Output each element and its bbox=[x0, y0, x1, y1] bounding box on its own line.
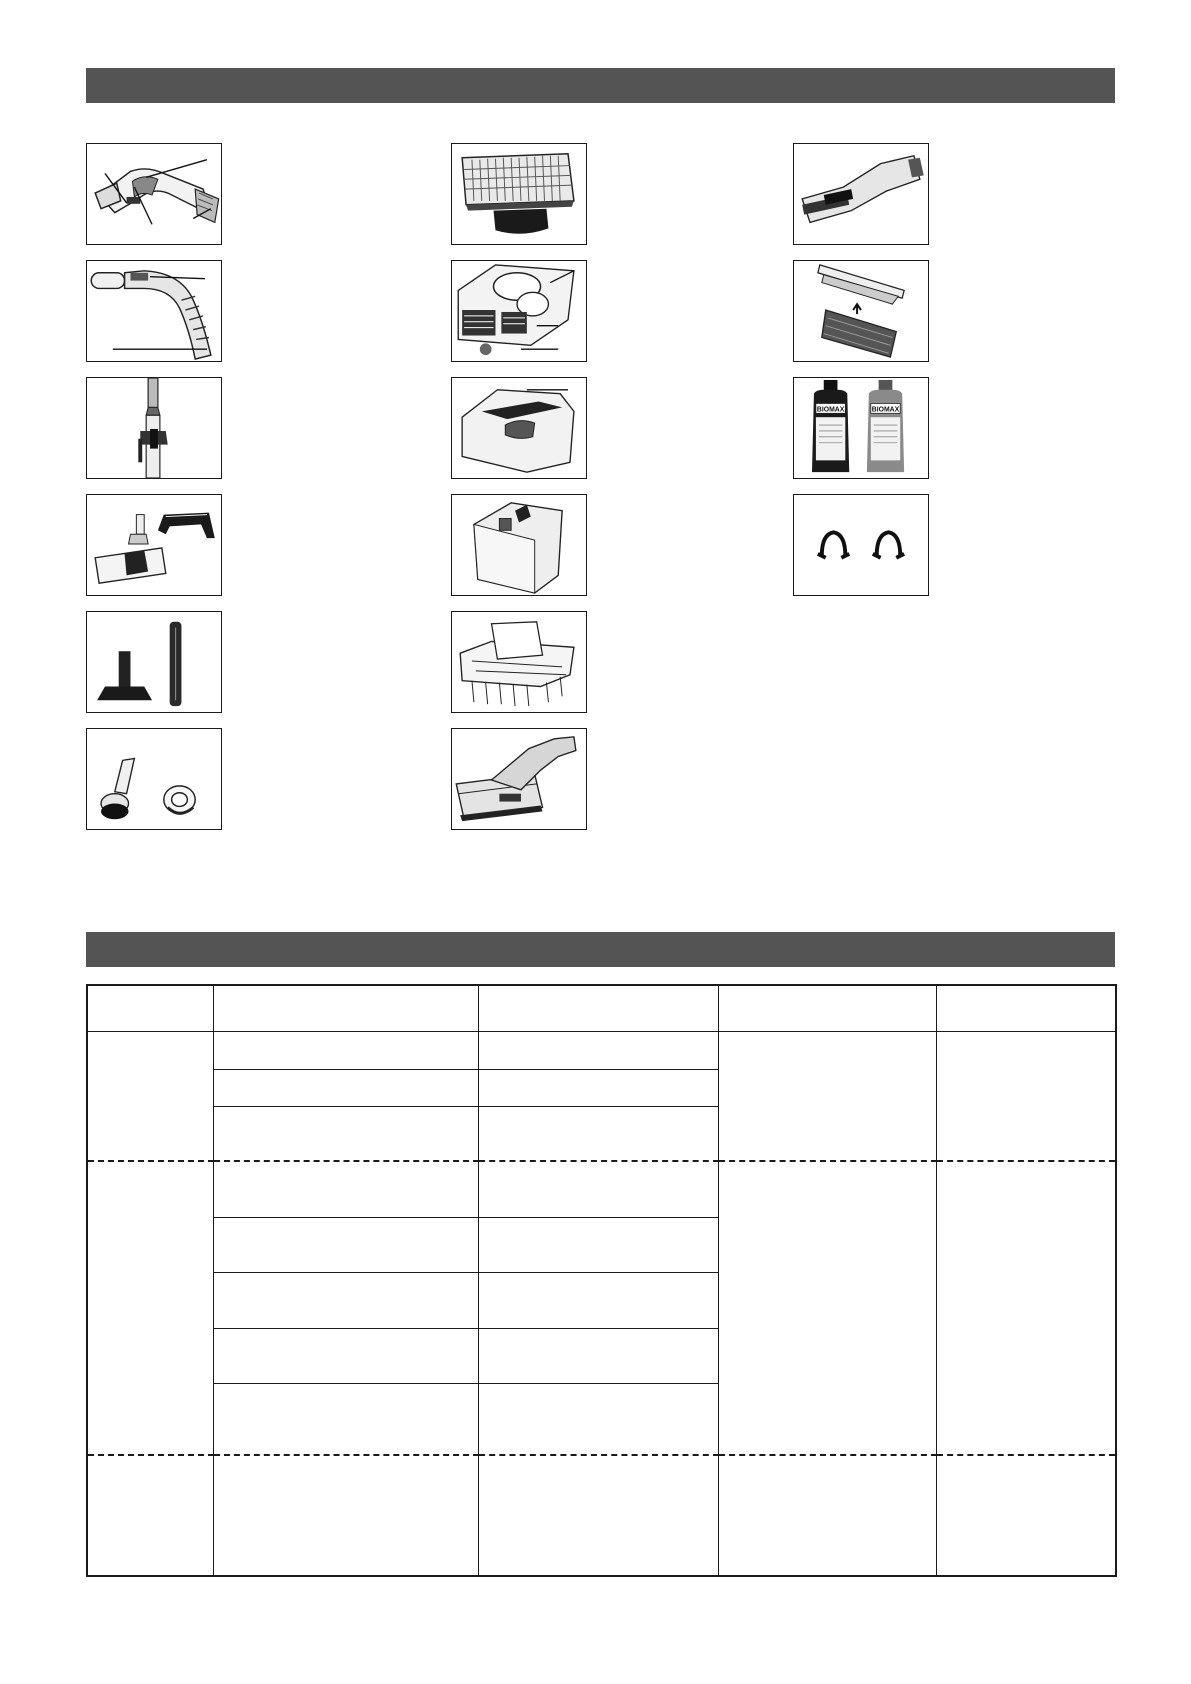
specification-table bbox=[86, 984, 1117, 1577]
table-cell bbox=[936, 1161, 1116, 1455]
table-cell bbox=[213, 1328, 478, 1383]
table-cell bbox=[718, 985, 936, 1031]
bottle-left-brand: BIOMAX bbox=[816, 406, 845, 414]
squeegee-pad-icon bbox=[794, 261, 928, 361]
table-cell bbox=[936, 1455, 1116, 1576]
clips-thumbnail bbox=[793, 494, 929, 596]
table-cell bbox=[718, 1161, 936, 1455]
table-cell bbox=[478, 985, 718, 1031]
table-cell bbox=[478, 1272, 718, 1328]
hose-icon bbox=[87, 261, 221, 361]
table-cell bbox=[478, 1106, 718, 1161]
table-cell bbox=[87, 1161, 213, 1455]
squeegee-pad-thumbnail bbox=[793, 260, 929, 362]
table-cell bbox=[213, 1069, 478, 1106]
hepa-filter-icon bbox=[452, 144, 586, 244]
upholstery-crevice-icon bbox=[87, 612, 221, 712]
table-cell bbox=[478, 1069, 718, 1106]
bottle-right-brand: BIOMAX bbox=[871, 406, 900, 414]
hose-handle-icon bbox=[87, 144, 221, 244]
turbo-brush-thumbnail bbox=[451, 728, 587, 830]
clips-icon bbox=[794, 495, 928, 595]
table-cell bbox=[87, 1031, 213, 1161]
table-cell bbox=[718, 1455, 936, 1576]
table-cell bbox=[213, 1161, 478, 1217]
table-cell bbox=[478, 1217, 718, 1272]
section-header-specifications bbox=[86, 932, 1115, 967]
hand-nozzle-icon bbox=[794, 144, 928, 244]
cleaning-bottles-thumbnail bbox=[793, 377, 929, 479]
water-tank-thumbnail bbox=[451, 494, 587, 596]
table-cell bbox=[213, 1383, 478, 1455]
table-cell bbox=[213, 1272, 478, 1328]
table-cell bbox=[213, 1455, 478, 1576]
hand-nozzle-thumbnail bbox=[793, 143, 929, 245]
tube-clip-thumbnail bbox=[86, 377, 222, 479]
tank-insert-thumbnail bbox=[451, 611, 587, 713]
tank-insert-icon bbox=[452, 612, 586, 712]
table-row bbox=[87, 1455, 1116, 1576]
table-cell bbox=[478, 1383, 718, 1455]
separator-unit-icon bbox=[452, 261, 586, 361]
table-cell bbox=[478, 1161, 718, 1217]
table-cell bbox=[936, 985, 1116, 1031]
table-cell bbox=[936, 1031, 1116, 1161]
table-cell bbox=[213, 1217, 478, 1272]
table-row bbox=[87, 1031, 1116, 1069]
table-header-row bbox=[87, 985, 1116, 1031]
table-cell bbox=[87, 1455, 213, 1576]
cleaning-bottles-icon bbox=[794, 378, 928, 478]
table-cell bbox=[213, 1106, 478, 1161]
dusting-brush-thumbnail bbox=[86, 728, 222, 830]
table-cell bbox=[478, 1031, 718, 1069]
table-cell bbox=[213, 985, 478, 1031]
separator-unit-thumbnail bbox=[451, 260, 587, 362]
water-tank-lid-thumbnail bbox=[451, 377, 587, 479]
water-tank-lid-icon bbox=[452, 378, 586, 478]
table-cell bbox=[478, 1328, 718, 1383]
upholstery-crevice-thumbnail bbox=[86, 611, 222, 713]
hepa-filter-thumbnail bbox=[451, 143, 587, 245]
floor-nozzle-icon bbox=[87, 495, 221, 595]
water-tank-icon bbox=[452, 495, 586, 595]
hose-handle-thumbnail bbox=[86, 143, 222, 245]
table-cell bbox=[478, 1455, 718, 1576]
table-cell bbox=[87, 985, 213, 1031]
floor-nozzle-thumbnail bbox=[86, 494, 222, 596]
section-header-accessories bbox=[86, 68, 1115, 103]
table-row bbox=[87, 1161, 1116, 1217]
tube-clip-icon bbox=[87, 378, 221, 478]
turbo-brush-icon bbox=[452, 729, 586, 829]
hose-thumbnail bbox=[86, 260, 222, 362]
table-cell bbox=[213, 1031, 478, 1069]
dusting-brush-icon bbox=[87, 729, 221, 829]
table-cell bbox=[718, 1031, 936, 1161]
